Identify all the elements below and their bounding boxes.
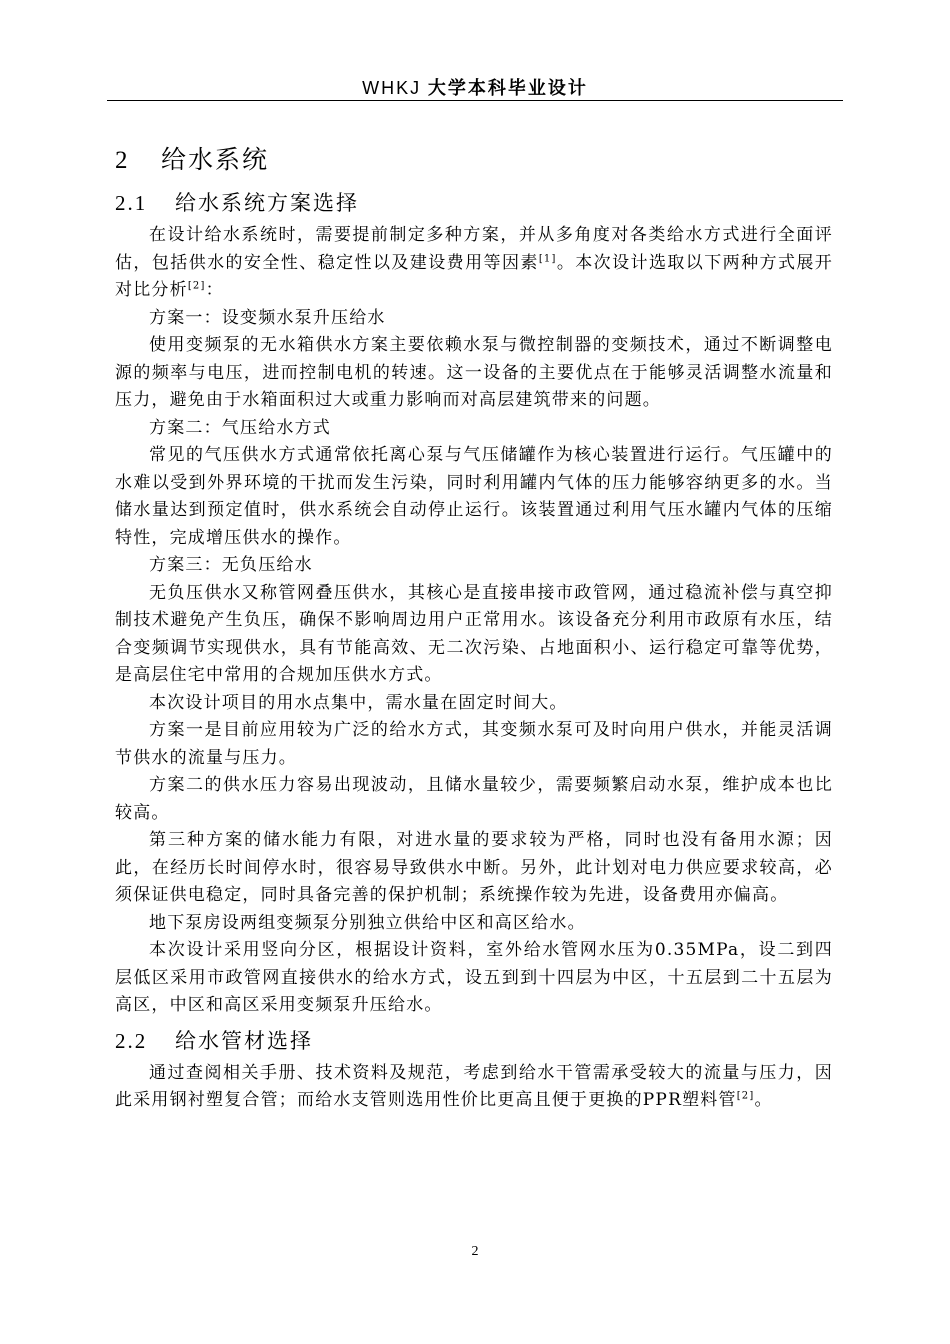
- analysis-paragraph: 本次设计采用竖向分区，根据设计资料，室外给水管网水压为0.35MPa，设二到四层低区采用市政管网直接供水的给水方式，设五到到十四层为中区，十五层到二十五层为高区，中区和高区采用变频泵升压给水。: [115, 940, 833, 1015]
- plan1-title: 方案一：设变频水泵升压给水: [149, 307, 386, 328]
- pipe-end: 。: [754, 1090, 773, 1110]
- intro-text-3: ：: [205, 280, 224, 300]
- citation: [1]: [538, 252, 557, 264]
- citation: [2]: [187, 280, 206, 292]
- citation: [2]: [736, 1090, 755, 1102]
- intro-text: 在设计给水系统时，需要提前制定多种方案，并从多角度对各类给水方式进行全面评估，包括供水的安全性、稳定性以及建设费用等因素: [115, 225, 833, 273]
- subsection-number: 2.2: [115, 1028, 148, 1053]
- pipe-text: 通过查阅相关手册、技术资料及规范，考虑到给水干管需承受较大的流量与压力，因此采用钢衬塑复合管；而给水支管则选用性价比更高且便于更换的PPR塑料管: [115, 1062, 833, 1110]
- subsection-title: 给水管材选择: [175, 1028, 313, 1053]
- plan2-title: 方案二：气压给水方式: [149, 417, 331, 438]
- running-header: [107, 74, 843, 102]
- subsection-title: 给水系统方案选择: [175, 191, 359, 215]
- section-heading: [115, 138, 833, 182]
- analysis-paragraph: 第三种方案的储水能力有限，对进水量的要求较为严格，同时也没有备用水源；因此，在经历长时间停水时，很容易导致供水中断。另外，此计划对电力供应要求较高，必须保证供电稳定，同时具备完善的保护机制；系统操作较为先进，设备费用亦偏高。: [115, 830, 833, 905]
- header-latin: WHKJ: [362, 78, 422, 98]
- intro-text-2: 。本次设计选取以下两种方式展开对比分析: [115, 252, 833, 300]
- subsection-number: 2.1: [115, 191, 148, 215]
- plan3-title: 方案三：无负压给水: [149, 555, 313, 575]
- section-number: 2: [115, 147, 130, 174]
- section-title: 给水系统: [161, 145, 270, 174]
- analysis-paragraph: 本次设计项目的用水点集中，需水量在固定时间大。: [149, 692, 568, 713]
- intro-paragraph: [115, 222, 833, 305]
- main-content: [115, 138, 833, 1115]
- header-chinese: 大学本科毕业设计: [427, 78, 588, 99]
- plan2-body: 常见的气压供水方式通常依托离心泵与气压储罐作为核心装置进行运行。气压罐中的水难以受到外界环境的干扰而发生污染，同时利用罐内气体的压力能够容纳更多的水。当储水量达到预定值时，供水系统会自动停止运行。该装置通过利用气压水罐内气体的压缩特性，完成增压供水的操作。: [115, 445, 833, 548]
- subsection-heading-2-2: [115, 1022, 833, 1060]
- plan1-body: 使用变频泵的无水箱供水方案主要依赖水泵与微控制器的变频技术，通过不断调整电源的频率与电压，进而控制电机的转速。这一设备的主要优点在于能够灵活调整水流量和压力，避免由于水箱面积过大或重力影响而对高层建筑带来的问题。: [115, 335, 833, 410]
- analysis-paragraph: 方案二的供水压力容易出现波动，且储水量较少，需要频繁启动水泵，维护成本也比较高。: [115, 775, 833, 823]
- page-number: 2: [471, 1244, 479, 1259]
- analysis-paragraph: 地下泵房设两组变频泵分别独立供给中区和高区给水。: [149, 912, 586, 933]
- analysis-paragraph: 方案一是目前应用较为广泛的给水方式，其变频水泵可及时向用户供水，并能灵活调节供水的流量与压力。: [115, 720, 833, 768]
- pipe-paragraph: [115, 1060, 833, 1115]
- plan3-body: 无负压供水又称管网叠压供水，其核心是直接串接市政管网，通过稳流补偿与真空抑制技术避免产生负压，确保不影响周边用户正常用水。该设备充分利用市政原有水压，结合变频调节实现供水，具有节能高效、无二次污染、占地面积小、运行稳定可靠等优势，是高层住宅中常用的合规加压供水方式。: [115, 582, 833, 685]
- header-rule: [107, 100, 843, 101]
- subsection-heading-2-1: [115, 184, 833, 222]
